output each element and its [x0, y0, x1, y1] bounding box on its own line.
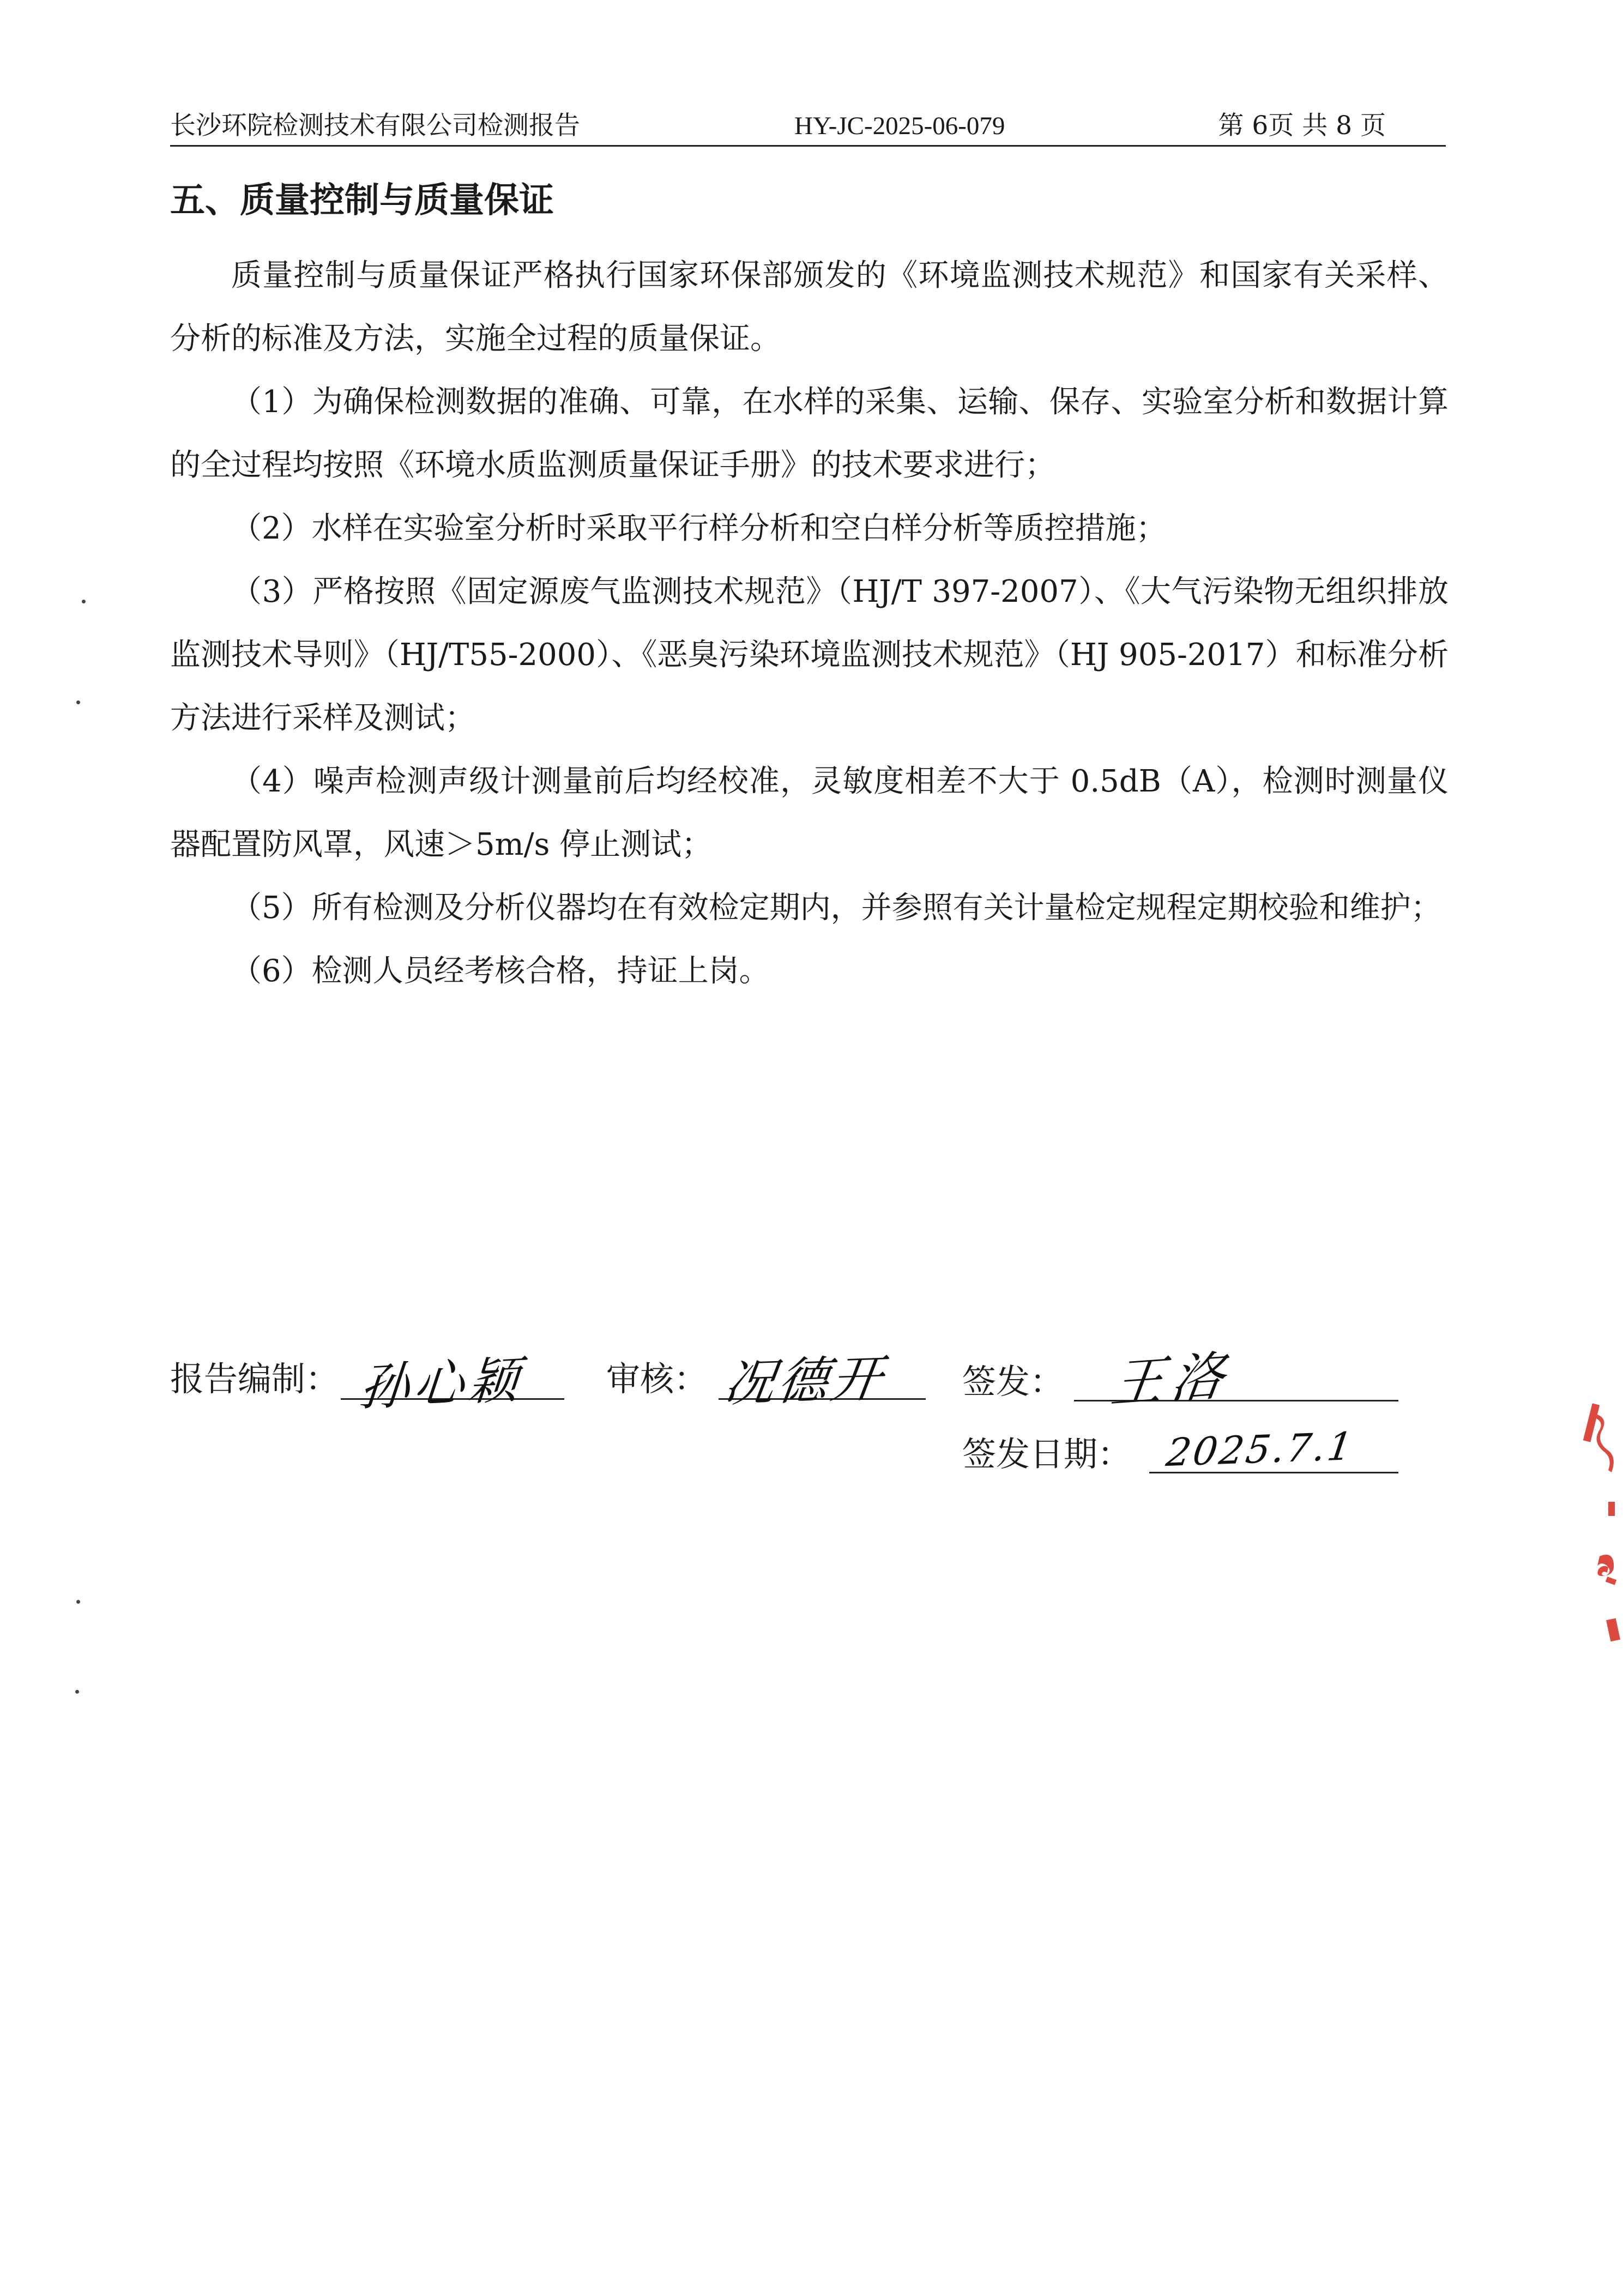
scan-speck	[75, 1690, 79, 1694]
paragraph-item-6: （6）检测人员经考核合格，持证上岗。	[231, 953, 770, 989]
issue-date-label: 签发日期：	[962, 1434, 1132, 1474]
report-number: HY-JC-2025-06-079	[794, 112, 1005, 140]
seal-edge-fragment	[1576, 1393, 1623, 1676]
issue-date-handwritten: 2025.7.1	[1163, 1423, 1357, 1476]
issuer-signature: 王洛	[1107, 1344, 1236, 1415]
paragraph-intro: 质量控制与质量保证严格执行国家环保部颁发的《环境监测技术规范》和国家有关采样、分析的标准及方法，实施全过程的质量保证。	[170, 258, 1449, 357]
reviewer-signature: 况德开	[720, 1349, 889, 1413]
company-report-title: 长沙环院检测技术有限公司检测报告	[170, 111, 580, 141]
compiler-signature: 孙心颖	[357, 1350, 526, 1418]
page-header	[170, 107, 1446, 147]
paragraph-item-3: （3）严格按照《固定源废气监测技术规范》（HJ/T 397-2007）、《大气污染物无组织排放监测技术导则》（HJ/T55-2000）、《恶臭污染环境监测技术规范》（HJ 905-2017）和标准分析方法进行采样及测试；	[170, 574, 1449, 736]
scan-speck	[82, 600, 86, 603]
scan-speck	[76, 1600, 80, 1604]
section-title: 五、质量控制与质量保证	[170, 180, 554, 221]
paragraph-item-5: （5）所有检测及分析仪器均在有效检定期内，并参照有关计量检定规程定期校验和维护；	[231, 890, 1441, 926]
scan-speck	[76, 700, 80, 704]
reviewer-label: 审核：	[606, 1359, 708, 1399]
section-body	[170, 244, 1449, 1003]
paragraph-item-4: （4）噪声检测声级计测量前后均经校准，灵敏度相差不大于 0.5dB（A），检测时测量仪器配置防风罩，风速＞5m/s 停止测试；	[170, 764, 1449, 862]
paragraph-item-1: （1）为确保检测数据的准确、可靠，在水样的采集、运输、保存、实验室分析和数据计算的全过程均按照《环境水质监测质量保证手册》的技术要求进行；	[170, 384, 1449, 483]
compiler-label: 报告编制：	[170, 1359, 340, 1399]
page-indicator: 第 6页 共 8 页	[1218, 111, 1386, 141]
issuer-label: 签发：	[962, 1362, 1064, 1401]
paragraph-item-2: （2）水样在实验室分析时采取平行样分析和空白样分析等质控措施；	[231, 511, 1167, 546]
